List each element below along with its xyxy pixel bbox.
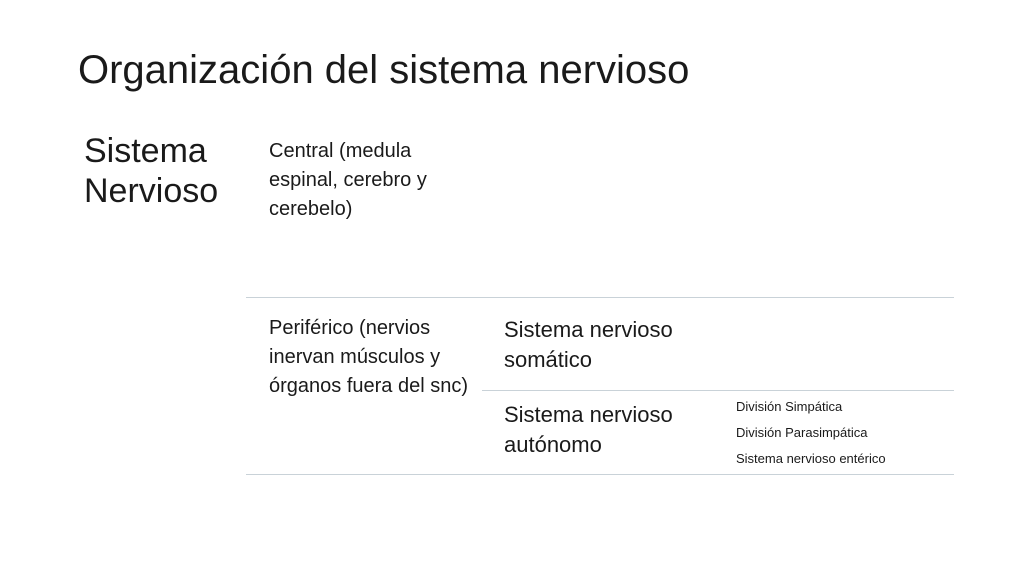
slide-title: Organización del sistema nervioso [78, 48, 690, 92]
root-node-line-1: Sistema [84, 132, 207, 170]
divider-middle [482, 390, 954, 391]
division-item-enterico: Sistema nervioso entérico [736, 451, 886, 466]
divider-top [246, 297, 954, 298]
root-node-line-2: Nervioso [84, 172, 219, 210]
node-somatico: Sistema nervioso somático [504, 317, 673, 372]
division-item-simpatica: División Simpática [736, 399, 843, 414]
division-item-parasimpatica: División Parasimpática [736, 425, 868, 440]
node-central: Central (medula espinal, cerebro y cerebelo) [269, 140, 427, 220]
root-node-sistema-nervioso [84, 131, 244, 211]
divider-bottom [246, 474, 954, 475]
autonomo-divisions-list [736, 394, 886, 472]
node-autonomo: Sistema nervioso autónomo [504, 402, 673, 457]
node-periferico: Periférico (nervios inervan músculos y órganos fuera del snc) [269, 317, 469, 397]
